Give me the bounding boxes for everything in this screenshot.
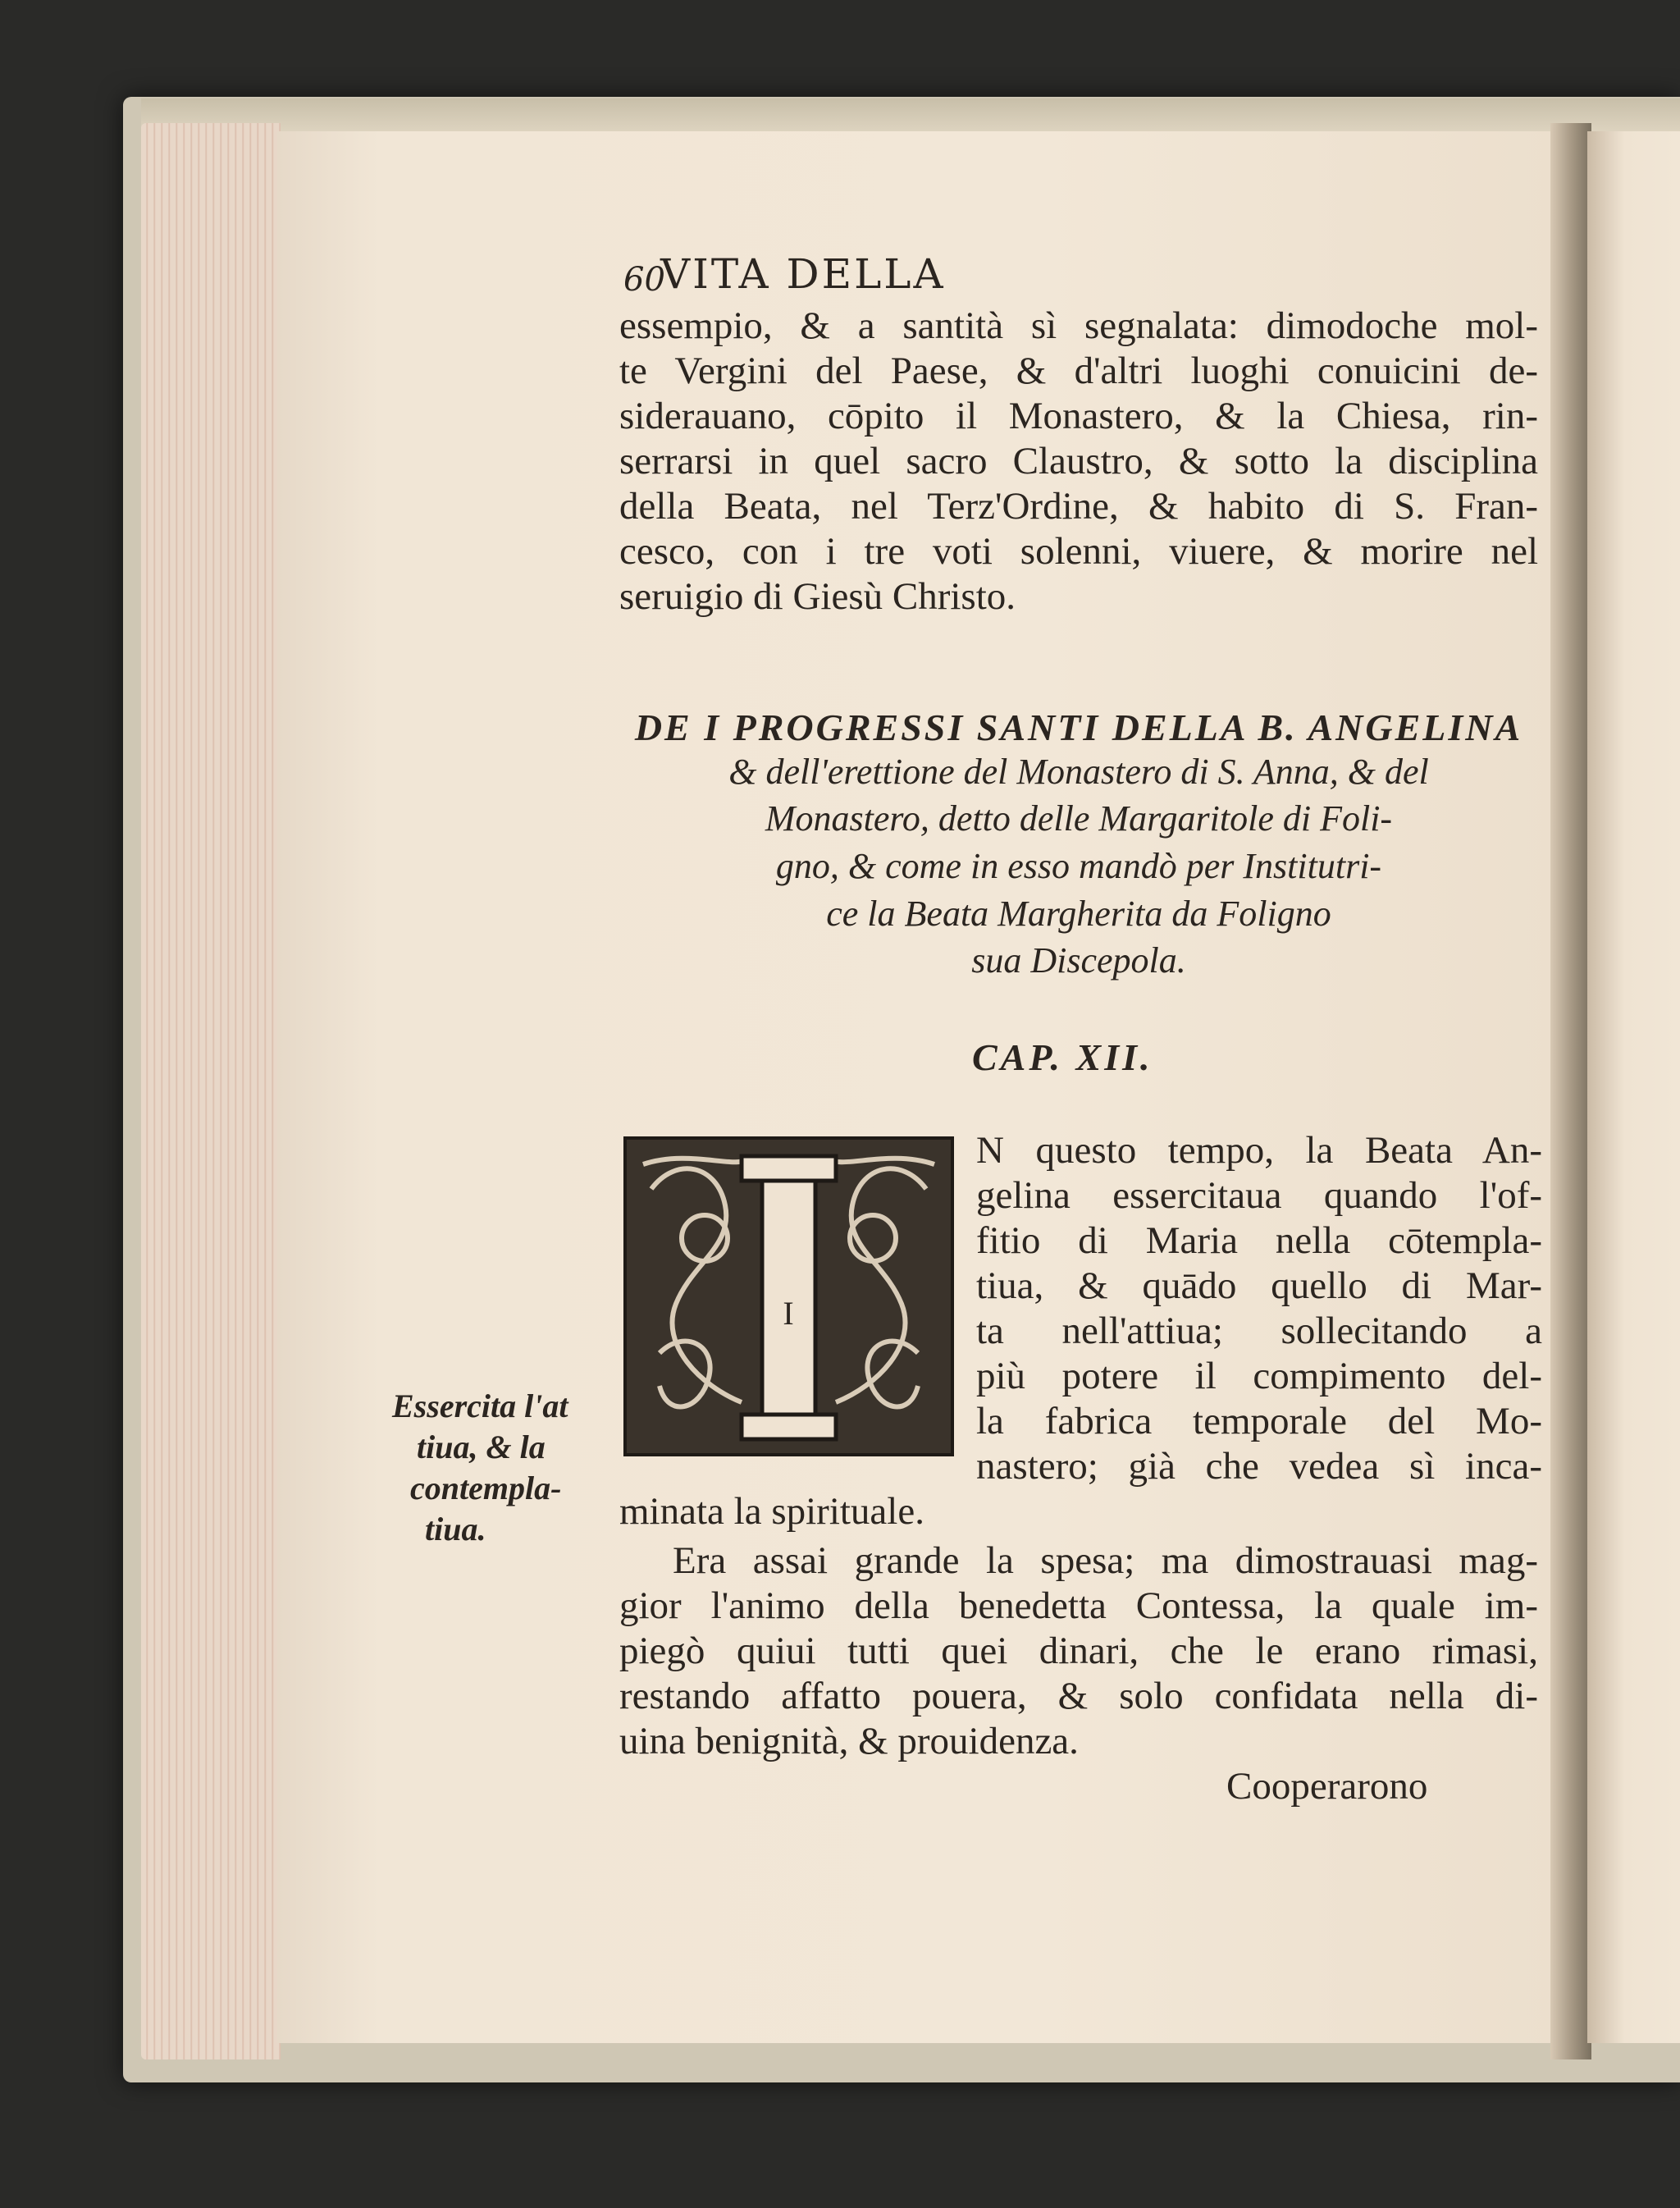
chapter-title-line: Monastero, detto delle Margaritole di Foli-	[765, 798, 1393, 839]
text-line: minata la spirituale.	[619, 1490, 924, 1533]
initial-letter: I	[783, 1295, 794, 1332]
text-line: nastero; già che vedea sì inca-	[976, 1445, 1542, 1488]
catchword: Cooperarono	[1226, 1765, 1428, 1808]
text-line: gior l'animo della benedetta Contessa, la quale im-	[619, 1584, 1538, 1627]
page-number: 60	[623, 261, 665, 299]
text-line: seruigio di Giesù Christo.	[619, 575, 1016, 618]
text-line: essempio, & a santità sì segnalata: dimodoche mol-	[619, 304, 1538, 347]
chapter-title-line: ce la Beata Margherita da Foligno	[826, 894, 1331, 934]
margin-note-line: tiua.	[425, 1511, 486, 1547]
chapter-title-line: DE I PROGRESSI SANTI DELLA B. ANGELINA	[634, 706, 1523, 748]
running-title: VITA DELLA	[660, 250, 946, 298]
text-line: te Vergini del Paese, & d'altri luoghi conuicini de-	[619, 350, 1538, 392]
text-line: tiua, & quādo quello di Mar-	[976, 1264, 1542, 1307]
text-line: gelina essercitaua quando l'of-	[976, 1174, 1542, 1217]
chapter-title-line: sua Discepola.	[971, 940, 1186, 981]
text-line: cesco, con i tre voti solenni, viuere, & morire nel	[619, 530, 1538, 573]
text-line: piegò quiui tutti quei dinari, che le erano rimasi,	[619, 1630, 1538, 1672]
chapter-title-line: & dell'erettione del Monastero di S. Anna, & del	[728, 752, 1429, 792]
text-line: uina benignità, & prouidenza.	[619, 1720, 1079, 1762]
text-line: siderauano, cōpito il Monastero, & la Chiesa, rin-	[619, 395, 1538, 437]
text-line: della Beata, nel Terz'Ordine, & habito di S. Fran-	[619, 485, 1538, 528]
margin-note-line: Essercita l'at	[392, 1387, 568, 1424]
chapter-number: CAP. XII.	[972, 1036, 1153, 1078]
text-line: restando affatto pouera, & solo confidata nella di-	[619, 1675, 1538, 1717]
margin-note-line: tiua, & la	[417, 1429, 546, 1465]
chapter-title-line: gno, & come in esso mandò per Institutri-	[775, 846, 1382, 886]
right-page-edge	[1587, 131, 1680, 2043]
text-line: la fabrica temporale del Mo-	[976, 1400, 1542, 1442]
text-line: fitio di Maria nella cōtempla-	[976, 1219, 1542, 1262]
text-line: N questo tempo, la Beata An-	[976, 1129, 1542, 1172]
decorated-initial	[623, 1136, 954, 1456]
book-gutter	[1550, 123, 1591, 2059]
text-line: Era assai grande la spesa; ma dimostrauasi mag-	[673, 1539, 1538, 1582]
text-line: serrarsi in quel sacro Claustro, & sotto la disciplina	[619, 440, 1538, 482]
ornament-initial-icon	[627, 1140, 951, 1453]
page-stack-edges	[141, 123, 281, 2059]
margin-note-line: contempla-	[410, 1470, 562, 1506]
text-line: ta nell'attiua; sollecitando a	[976, 1310, 1542, 1352]
book-top-edge	[141, 98, 1680, 131]
text-line: più potere il compimento del-	[976, 1355, 1542, 1397]
